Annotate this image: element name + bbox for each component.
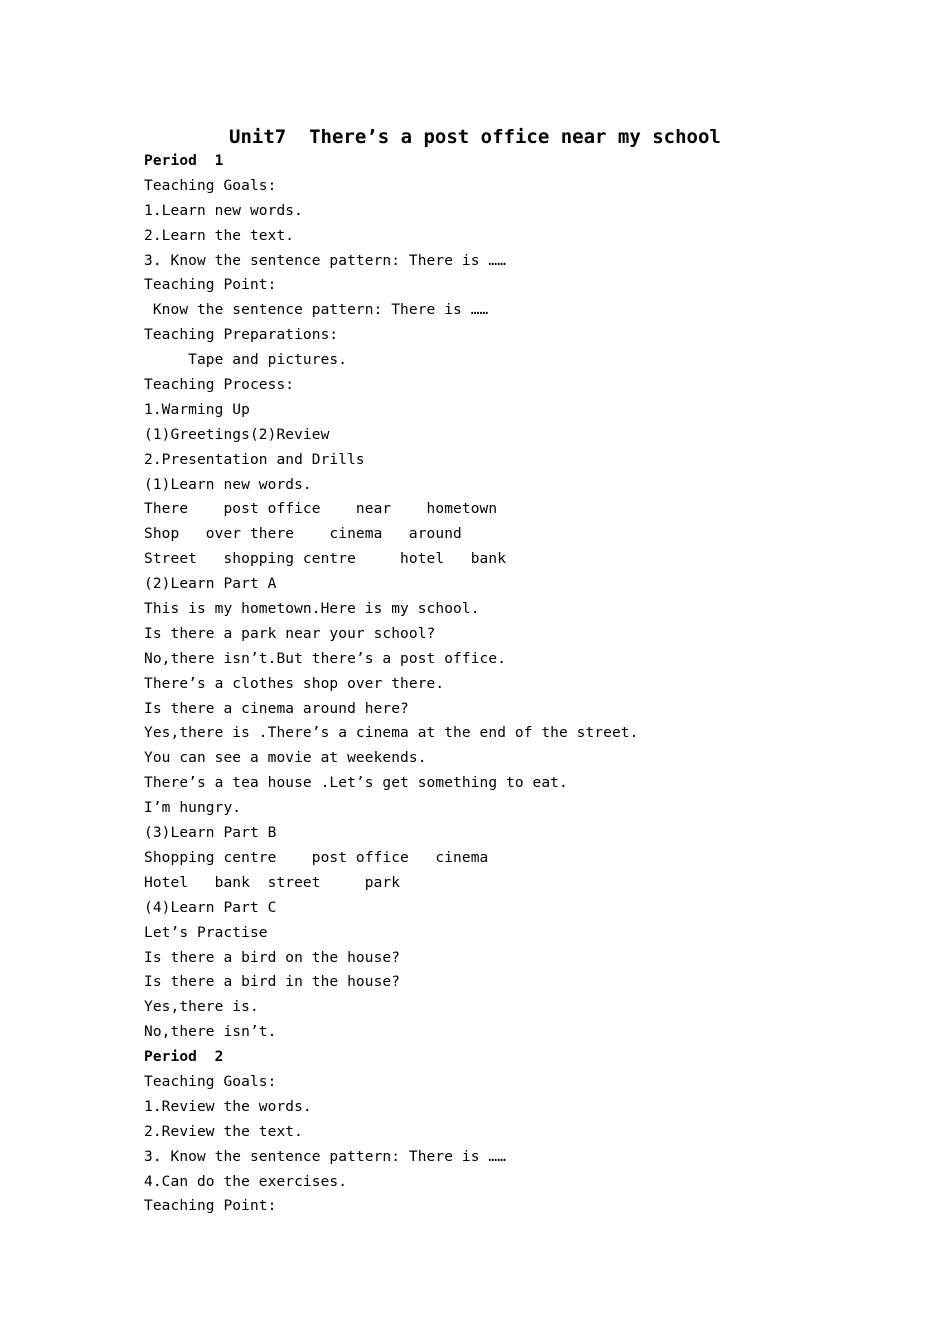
text-line: Teaching Point:: [144, 277, 277, 294]
text-line: Teaching Goals:: [144, 1073, 277, 1090]
text-line: Let’s Practise: [144, 924, 268, 941]
text-line: Teaching Point:: [144, 1198, 277, 1215]
text-line: There’s a clothes shop over there.: [144, 675, 445, 692]
text-line: This is my hometown.Here is my school.: [144, 601, 480, 618]
text-line: There’s a tea house .Let’s get something to eat.: [144, 775, 568, 792]
text-line: Is there a cinema around here?: [144, 700, 409, 717]
text-line: (1)Greetings(2)Review: [144, 426, 330, 443]
text-line: Shopping centre post office cinema: [144, 849, 489, 866]
text-line: No,there isn’t.: [144, 1024, 277, 1041]
document-body: [144, 149, 904, 1219]
text-line: Is there a bird on the house?: [144, 949, 401, 966]
text-line: Is there a park near your school?: [144, 625, 436, 642]
text-line: 1.Warming Up: [144, 401, 250, 418]
text-line: 1.Learn new words.: [144, 202, 303, 219]
text-line: (2)Learn Part A: [144, 576, 277, 593]
text-line: I’m hungry.: [144, 800, 242, 817]
text-line: Yes,there is.: [144, 999, 259, 1016]
text-line: (4)Learn Part C: [144, 899, 277, 916]
text-line: Teaching Process:: [144, 377, 295, 394]
text-line: You can see a movie at weekends.: [144, 750, 427, 767]
text-line: Yes,there is .There’s a cinema at the end of the street.: [144, 725, 639, 742]
text-line: 2.Review the text.: [144, 1123, 303, 1140]
text-line: Teaching Preparations:: [144, 327, 339, 344]
text-line: 2.Presentation and Drills: [144, 451, 365, 468]
text-line: 1.Review the words.: [144, 1098, 312, 1115]
text-line: (3)Learn Part B: [144, 825, 277, 842]
text-line: Shop over there cinema around: [144, 526, 462, 543]
text-line: Is there a bird in the house?: [144, 974, 401, 991]
section-heading: Period 2: [144, 1049, 224, 1066]
text-line: There post office near hometown: [144, 501, 498, 518]
text-line: 2.Learn the text.: [144, 227, 295, 244]
text-line: (1)Learn new words.: [144, 476, 312, 493]
text-line: Street shopping centre hotel bank: [144, 551, 507, 568]
text-line: Know the sentence pattern: There is ……: [144, 302, 489, 319]
text-line: Hotel bank street park: [144, 874, 401, 891]
text-line: Teaching Goals:: [144, 177, 277, 194]
text-line: Tape and pictures.: [144, 352, 348, 369]
section-heading: Period 1: [144, 153, 224, 169]
text-line: 3. Know the sentence pattern: There is ……: [144, 252, 507, 269]
document-title: Unit7 There’s a post office near my school: [229, 126, 721, 148]
text-line: No,there isn’t.But there’s a post office.: [144, 650, 507, 667]
text-line: 4.Can do the exercises.: [144, 1173, 348, 1190]
text-line: 3. Know the sentence pattern: There is ……: [144, 1148, 507, 1165]
